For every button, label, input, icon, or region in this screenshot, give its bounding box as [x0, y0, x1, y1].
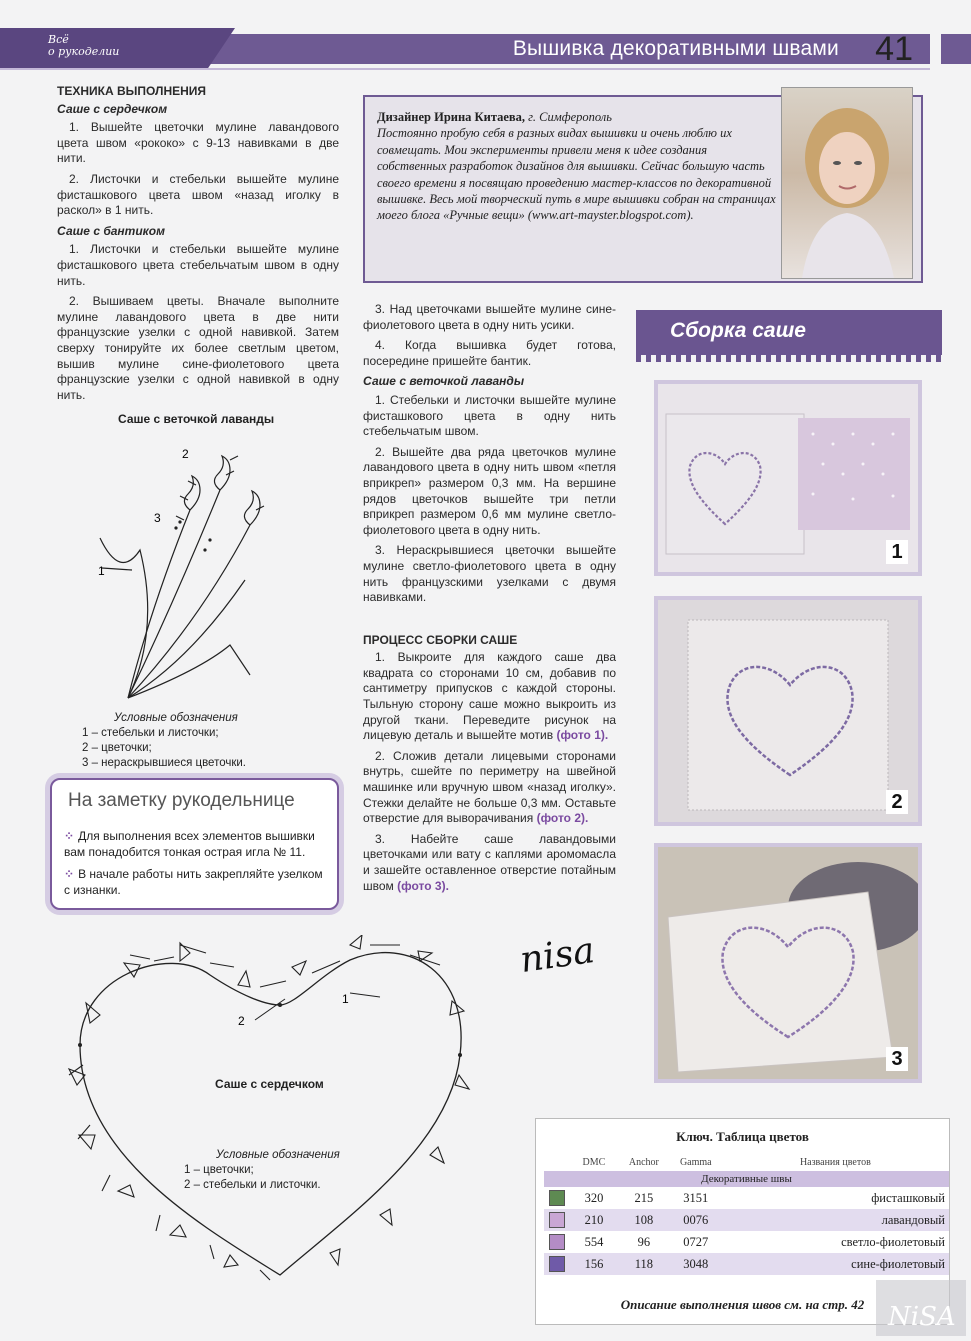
assembly-photo-1 — [654, 380, 922, 576]
lavender-caption: Саше с веточкой лаванды — [118, 412, 275, 426]
color-swatch — [549, 1234, 565, 1250]
artist-signature: nisa — [517, 930, 598, 981]
heart-label-2: 2 — [238, 1014, 245, 1028]
watermark-text: NiSA — [888, 1302, 956, 1332]
middle-column — [363, 302, 616, 899]
page-number: 41 — [875, 30, 913, 68]
color-swatch — [549, 1190, 565, 1206]
photo-1-number: 1 — [886, 540, 908, 564]
bow-subheading: Саше с бантиком — [57, 223, 165, 238]
section-title: Вышивка декоративными швами — [512, 37, 839, 60]
tip-title: На заметку рукодельнице — [68, 790, 295, 811]
color-swatch — [549, 1256, 565, 1272]
assembly-title: Сборка саше — [670, 319, 806, 342]
lavender-step-1: 1. Стебельки и листочки вышейте мулине фисташкового цвета в одну нить стебельчатым швом. — [363, 392, 616, 439]
photo-3-number: 3 — [886, 1047, 908, 1071]
table-row: 210 108 0076 лавандовый — [544, 1209, 949, 1231]
assembly-photo-3 — [654, 843, 922, 1083]
label-2: 2 — [182, 447, 189, 461]
portrait-image — [782, 88, 912, 278]
lavender-subheading: Саше с веточкой лаванды — [363, 374, 525, 389]
bow-step-1: 1. Листочки и стебельки вышейте мулине фисташкового цвета стебельчатым швом в одну нить. — [57, 242, 339, 288]
col-name: Названия цветов — [799, 1156, 871, 1168]
process-heading: ПРОЦЕСС СБОРКИ САШЕ — [363, 632, 518, 647]
photo-2-ref: (фото 2). — [536, 811, 589, 826]
photo-2-image — [658, 600, 918, 822]
table-section-row: Декоративные швы — [544, 1171, 949, 1187]
header-divider — [0, 68, 930, 70]
process-step-2: 2. Сложив детали лицевыми сторонами внутрь, сшейте по периметру на швейной машинке или вручную швом «назад иголку». Стежки делайте не больше 0,3 мм. Оставьте отверстие для выворачивания (фото 2). — [363, 748, 616, 826]
assembly-photo-2 — [654, 596, 922, 826]
technique-heading: ТЕХНИКА ВЫПОЛНЕНИЯ — [57, 84, 207, 98]
color-swatch — [549, 1212, 565, 1228]
col-gamma: Gamma — [679, 1156, 712, 1168]
tip-box — [50, 778, 339, 910]
label-3: 3 — [154, 511, 161, 525]
color-table-title: Ключ. Таблица цветов — [676, 1129, 809, 1144]
heart-step-2: 2. Листочки и стебельки вышейте мулине фисташкового цвета швом «назад иголку в раскол» в 1 нить. — [57, 171, 339, 218]
magazine-logo: Всё о рукоделии — [48, 33, 120, 58]
designer-city: г. Симферополь — [525, 110, 612, 124]
designer-text — [377, 109, 777, 224]
heart-diagram — [50, 935, 500, 1295]
bow-step-2: 2. Вышиваем цветы. Вначале выполните мулине лавандового цвета в две нити французские узелки с одной навивкой. Затем сверху тонируйте их более светлым цветом, вышив мулине сине-фиолетового цвета французские узелки с одной навивкой в одну нить. — [57, 294, 339, 402]
assembly-banner — [636, 310, 942, 355]
bow-step-4: 4. Когда вышивка будет готова, посередине пришейте бантик. — [363, 338, 616, 368]
designer-box — [363, 95, 923, 283]
tip-item-1: ⁘ Для выполнения всех элементов вышивки вам понадобится тонкая острая игла № 11. — [64, 829, 315, 859]
process-step-3: 3. Набейте саше лавандовыми цветочками или вату с каплями аромомасла и зашейте оставленное отверстие потайным швом (фото 3). — [363, 831, 616, 893]
lavender-diagram — [80, 430, 280, 705]
table-footnote: Описание выполнения швов см. на стр. 42 — [620, 1297, 865, 1312]
photo-3-ref: (фото 3). — [397, 878, 449, 893]
watermark-block — [876, 1280, 966, 1336]
bullet-icon: ⁘ — [64, 829, 75, 843]
designer-photo — [781, 87, 913, 279]
designer-name: Дизайнер Ирина Китаева, — [377, 110, 526, 124]
heart-step-1: 1. Вышейте цветочки мулине лавандового цвета швом «рококо» с 9-13 навивками в две нити. — [57, 120, 339, 166]
lavender-legend: Условные обозначения 1 – стебельки и листочки; 2 – цветочки; 3 – нераскрывшиеся цветочки. — [82, 712, 246, 769]
color-table — [544, 1153, 949, 1275]
col-dmc: DMC — [582, 1156, 606, 1168]
col-anchor: Anchor — [628, 1156, 659, 1168]
photo-2-number: 2 — [886, 790, 908, 814]
process-step-1: 1. Выкроите для каждого саше два квадрата со сторонами 10 см, добавив по сантиметру припусков с каждой стороны. Тыльную сторону саше можно выкроить из другой ткани. Переведите рисунок на лицевую деталь и вышейте мотив (фото 1). — [363, 650, 616, 743]
header-tab — [941, 34, 971, 64]
label-1: 1 — [98, 564, 105, 578]
heart-legend: Условные обозначения 1 – цветочки; 2 – стебельки и листочки. — [184, 1149, 340, 1191]
table-row: 320 215 3151 фисташковый — [544, 1187, 949, 1209]
photo-1-image — [658, 384, 918, 572]
heart-caption: Саше с сердечком — [215, 1077, 324, 1091]
banner-fringe — [636, 352, 942, 362]
photo-3-image — [658, 847, 918, 1079]
heart-label-1: 1 — [342, 992, 349, 1006]
table-row: 554 96 0727 светло-фиолетовый — [544, 1231, 949, 1253]
page-header — [0, 28, 971, 70]
bullet-icon: ⁘ — [64, 867, 75, 881]
photo-1-ref: (фото 1). — [556, 728, 609, 743]
heart-subheading: Саше с сердечком — [57, 101, 168, 116]
lavender-step-2: 2. Вышейте два ряда цветочков мулине лавандового цвета в одну нить швом «петля вприкреп» размером 0,3 мм. На вершине рядов цветочков вышейте три петли вприкреп размером 0,6 мм мулине светло-фиолетового цвета в одну нить. — [363, 444, 616, 537]
tip-item-2: ⁘ В начале работы нить закрепляйте узелком с изнанки. — [64, 867, 323, 897]
lavender-step-3: 3. Нераскрывшиеся цветочки вышейте мулине светло-фиолетового цвета в одну нить французскими узелками с двумя навивками. — [363, 543, 616, 605]
table-row: 156 118 3048 сине-фиолетовый — [544, 1253, 949, 1275]
bow-step-3: 3. Над цветочками вышейте мулине сине-фиолетового цвета в одну нить усики. — [363, 302, 616, 332]
technique-column — [57, 84, 339, 408]
designer-bio: Постоянно пробую себя в разных видах вышивки и очень люблю их совмещать. Мои эксперименты привели меня к идее создания собственных разработок дизайнов для вышивки. Сейчас большую часть своего времени я посвящаю проведению мастер-классов по декоративной вышивке. Весь мой творческий путь в мире вышивки собран на страницах моего блога «Ручные вещи» (www.art-mayster.blogspot.com). — [377, 126, 776, 223]
